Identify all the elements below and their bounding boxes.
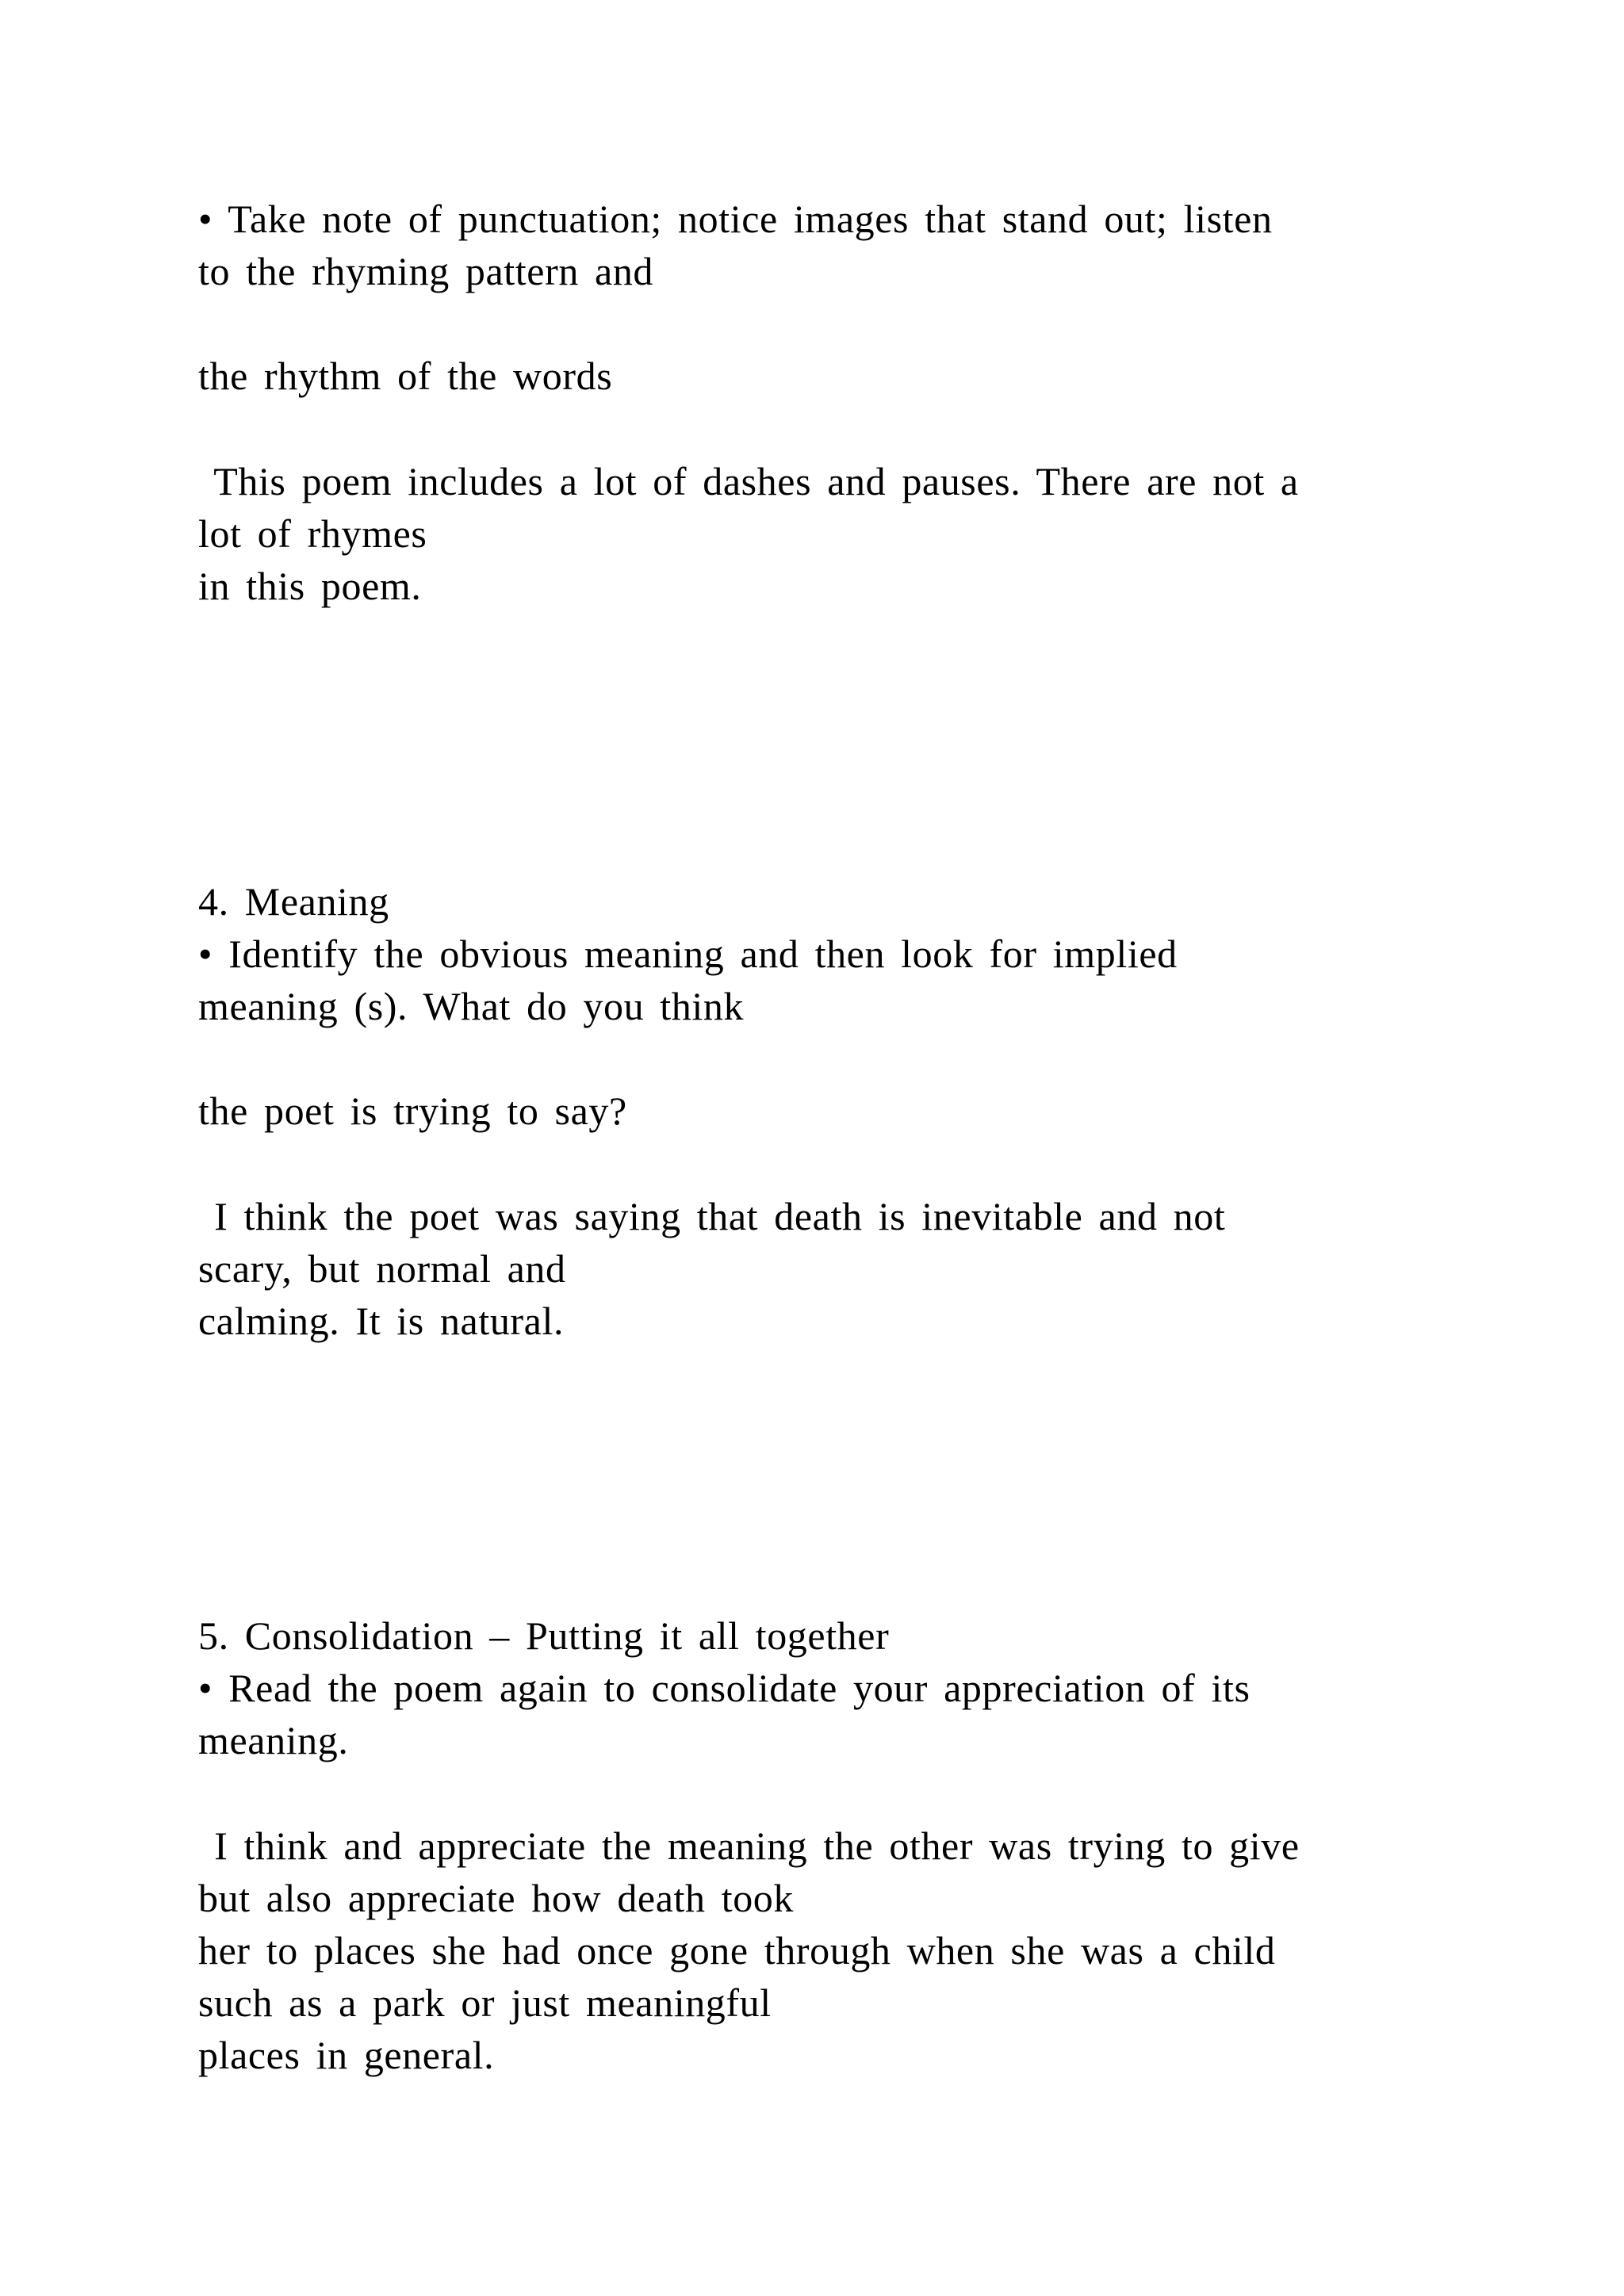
section4-answer-line-2: scary, but normal and — [198, 1246, 566, 1291]
section3-prompt-line-3: the rhythm of the words — [198, 354, 613, 398]
section3-answer-line-1: This poem includes a lot of dashes and pauses. There are not a — [198, 459, 1299, 503]
section4-answer-line-3: calming. It is natural. — [198, 1299, 565, 1343]
section5-prompt-line-1: • Read the poem again to consolidate your appreciation of its — [198, 1666, 1251, 1710]
section5-answer-line-5: places in general. — [198, 2033, 495, 2077]
section3-answer-line-2: lot of rhymes — [198, 511, 427, 556]
section4-prompt-line-2: meaning (s). What do you think — [198, 984, 745, 1028]
section5-prompt-line-2: meaning. — [198, 1718, 349, 1762]
section4-prompt-line-1: • Identify the obvious meaning and then look for implied — [198, 932, 1178, 976]
section4-heading: 4. Meaning — [198, 879, 389, 924]
section5-answer-line-2: but also appreciate how death took — [198, 1876, 795, 1920]
section3-prompt-line-1: • Take note of punctuation; notice images that stand out; listen — [198, 197, 1273, 241]
section3-prompt-line-2: to the rhyming pattern and — [198, 249, 654, 293]
section3-answer-line-3: in this poem. — [198, 564, 422, 608]
section4-answer-line-1: I think the poet was saying that death is inevitable and not — [198, 1194, 1226, 1238]
section5-heading: 5. Consolidation – Putting it all together — [198, 1613, 890, 1658]
section5-answer-line-1: I think and appreciate the meaning the other was trying to give — [198, 1823, 1300, 1868]
section4-prompt-line-3: the poet is trying to say? — [198, 1089, 627, 1133]
section5-answer-line-3: her to places she had once gone through when she was a child — [198, 1928, 1276, 1973]
section5-answer-line-4: such as a park or just meaningful — [198, 1980, 772, 2025]
